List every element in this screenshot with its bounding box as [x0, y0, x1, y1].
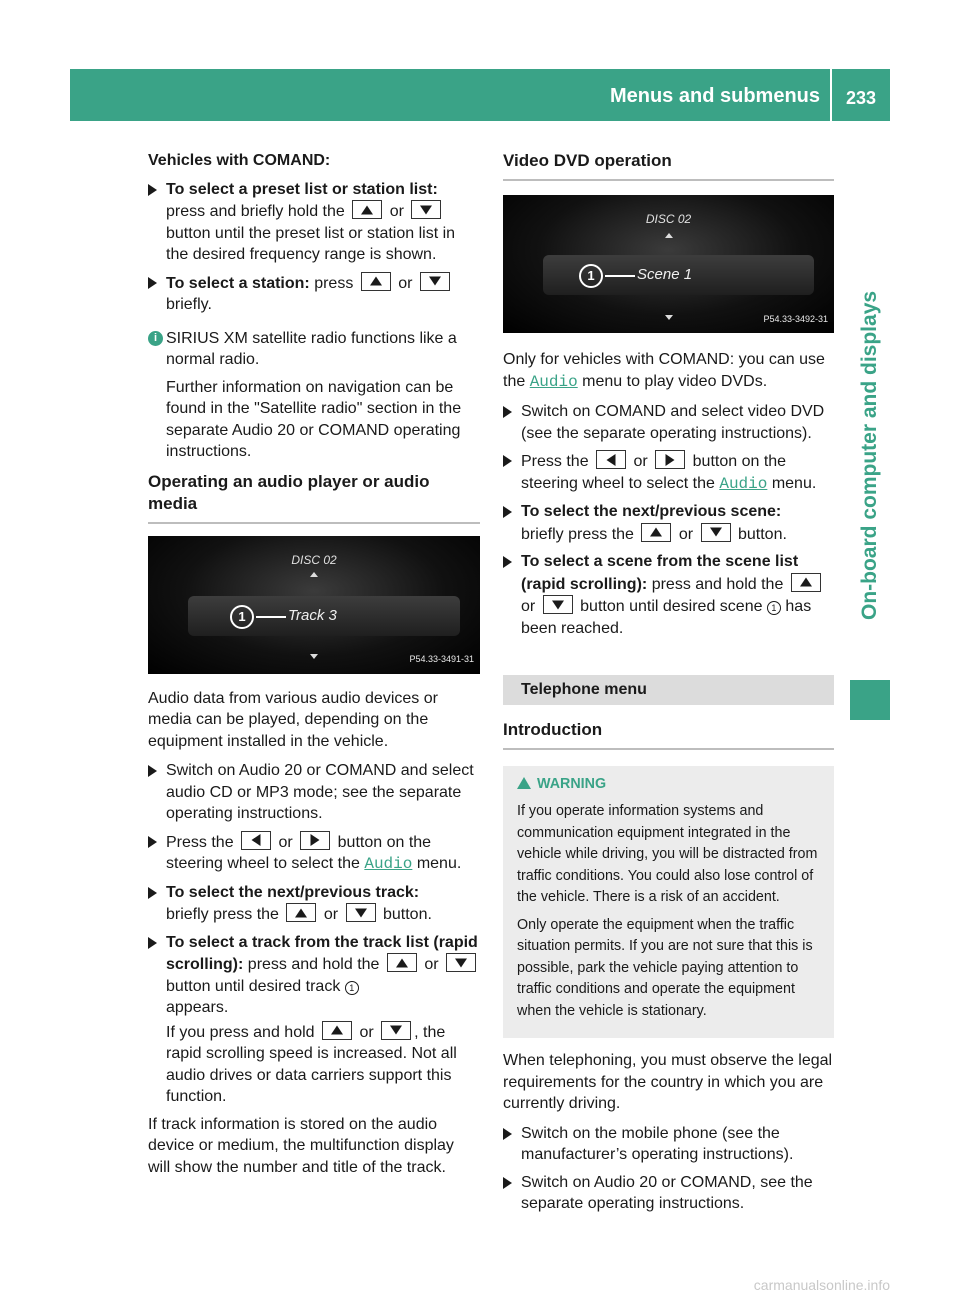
- down-button-icon: [701, 523, 731, 542]
- telephone-menu-heading: Telephone menu: [503, 675, 834, 705]
- up-button-icon: [791, 573, 821, 592]
- section-title: Menus and submenus: [609, 85, 820, 107]
- disc-label: DISC 02: [291, 552, 337, 567]
- step-arrow-icon: [148, 765, 157, 777]
- left-column: [148, 150, 480, 1186]
- callout-marker: 1: [230, 605, 254, 629]
- step-switch-on-audio: Switch on Audio 20 or COMAND, see the separate operating instructions.: [503, 1172, 834, 1215]
- down-button-icon: [346, 903, 376, 922]
- warning-text: If you operate information systems and communication equipment integrated in the vehicle while driving, you will be distracted from traffic conditions. You could also lose control of the vehicle. There is a risk of an accident.: [517, 803, 818, 905]
- step-mobile-phone: Switch on the mobile phone (see the manufacturer’s operating instructions).: [503, 1123, 834, 1166]
- step-arrow-icon: [503, 455, 512, 467]
- warning-box: [503, 766, 834, 1039]
- right-button-icon: [655, 450, 685, 469]
- step-switch-on: Switch on COMAND and select video DVD (see the separate operating instructions).: [503, 401, 834, 444]
- down-button-icon: [420, 272, 450, 291]
- down-button-icon: [411, 200, 441, 219]
- disc-label: DISC 02: [645, 212, 692, 226]
- info-text: SIRIUS XM satellite radio functions like a normal radio.: [166, 329, 457, 368]
- step-title: To select the next/previous track:: [166, 883, 420, 901]
- side-tab-marker: [850, 680, 890, 720]
- right-button-icon: [300, 831, 330, 850]
- video-heading: Video DVD operation: [503, 150, 834, 181]
- step-title: To select a scene from the scene list (rapid scrolling):: [521, 553, 799, 593]
- up-button-icon: [387, 953, 417, 972]
- step-next-scene: To select the next/previous scene: briefly press the or button.: [503, 501, 834, 545]
- side-tab-label: On-board computer and displays: [858, 290, 881, 620]
- info-text: Further information on navigation can be found in the "Satellite radio" section in the separate Audio 20 or COMAND operating instructions.: [166, 378, 462, 460]
- display-screenshot-video: [503, 195, 834, 333]
- up-button-icon: [361, 272, 391, 291]
- step-press: Press the or button on the steering wheel to select the Audio menu.: [503, 450, 834, 495]
- callout-marker: 1: [767, 601, 781, 615]
- left-button-icon: [241, 831, 271, 850]
- left-button-icon: [596, 450, 626, 469]
- step-arrow-icon: [503, 506, 512, 518]
- up-button-icon: [352, 200, 382, 219]
- step-preset: To select a preset list or station list: press and briefly hold the or button until the preset list or station list in the desired frequency range is shown.: [148, 179, 480, 266]
- scene-label: Scene 1: [637, 266, 693, 283]
- step-arrow-icon: [503, 556, 512, 568]
- callout-marker: 1: [579, 264, 603, 288]
- up-button-icon: [641, 523, 671, 542]
- track-label: Track 3: [288, 606, 337, 624]
- step-arrow-icon: [148, 937, 157, 949]
- audio-heading: Operating an audio player or audio media: [148, 471, 480, 524]
- video-paragraph: Only for vehicles with COMAND: you can use the Audio menu to play video DVDs.: [503, 351, 825, 391]
- step-arrow-icon: [503, 1177, 512, 1189]
- step-switch-on: Switch on Audio 20 or COMAND and select audio CD or MP3 mode; see the separate operating instructions.: [148, 760, 480, 825]
- step-title: To select a station:: [166, 274, 310, 292]
- track-info-paragraph: If track information is stored on the audio device or medium, the multifunction display will show the number and title of the track.: [148, 1115, 454, 1176]
- step-press: Press the or button on the steering wheel to select the Audio menu.: [148, 831, 480, 876]
- page-number: 233: [845, 88, 877, 108]
- display-screenshot-audio: [148, 536, 480, 674]
- right-column: [503, 150, 834, 1221]
- rapid-note: If you press and hold or , the rapid scrolling speed is increased. Not all audio drives or data carriers support this function.: [166, 1021, 480, 1108]
- down-button-icon: [446, 953, 476, 972]
- audio-menu-label: Audio: [529, 372, 578, 391]
- step-arrow-icon: [148, 836, 157, 848]
- image-code: P54.33-3491-31: [409, 654, 474, 664]
- warning-title: WARNING: [537, 775, 607, 792]
- step-arrow-icon: [503, 1128, 512, 1140]
- image-code: P54.33-3492-31: [763, 313, 828, 324]
- step-title: To select the next/previous scene:: [521, 503, 782, 520]
- up-button-icon: [322, 1021, 352, 1040]
- up-button-icon: [286, 903, 316, 922]
- vehicles-heading: Vehicles with COMAND:: [148, 152, 331, 169]
- telephone-paragraph: When telephoning, you must observe the legal requirements for the country in which you are currently driving.: [503, 1052, 833, 1112]
- up-chevron-icon: [665, 233, 673, 238]
- introduction-heading: Introduction: [503, 719, 834, 750]
- down-chevron-icon: [310, 654, 318, 659]
- warning-text: Only operate the equipment when the traffic situation permits. If you are not sure that this is possible, park the vehicle paying attention to traffic conditions and operate the equipment when the vehicle is stationary.: [517, 916, 813, 1019]
- audio-menu-label: Audio: [719, 474, 768, 493]
- step-station: To select a station: press or briefly.: [148, 272, 480, 316]
- footer-watermark: carmanualsonline.info: [753, 1277, 890, 1293]
- step-arrow-icon: [148, 184, 157, 196]
- step-arrow-icon: [148, 887, 157, 899]
- step-scene-list: To select a scene from the scene list (rapid scrolling): press and hold the or button until desired scene 1 has been reached.: [503, 551, 834, 639]
- step-arrow-icon: [503, 406, 512, 418]
- step-arrow-icon: [148, 277, 157, 289]
- audio-paragraph: Audio data from various audio devices or media can be played, depending on the equipment installed in the vehicle.: [148, 689, 438, 750]
- up-chevron-icon: [310, 572, 318, 577]
- down-button-icon: [381, 1021, 411, 1040]
- warning-icon: [517, 777, 531, 789]
- audio-menu-label: Audio: [364, 855, 413, 873]
- info-note: [148, 328, 480, 463]
- step-next-track: To select the next/previous track: briefly press the or button.: [148, 882, 480, 926]
- callout-marker: 1: [345, 981, 359, 995]
- info-icon: i: [148, 331, 163, 346]
- step-title: To select a track from the track list (rapid scrolling):: [166, 933, 478, 973]
- step-rapid-scroll: To select a track from the track list (rapid scrolling): press and hold the or button until desired track 1 appears.: [148, 932, 480, 1019]
- down-chevron-icon: [665, 315, 673, 320]
- step-title: To select a preset list or station list:: [166, 180, 438, 198]
- down-button-icon: [543, 595, 573, 614]
